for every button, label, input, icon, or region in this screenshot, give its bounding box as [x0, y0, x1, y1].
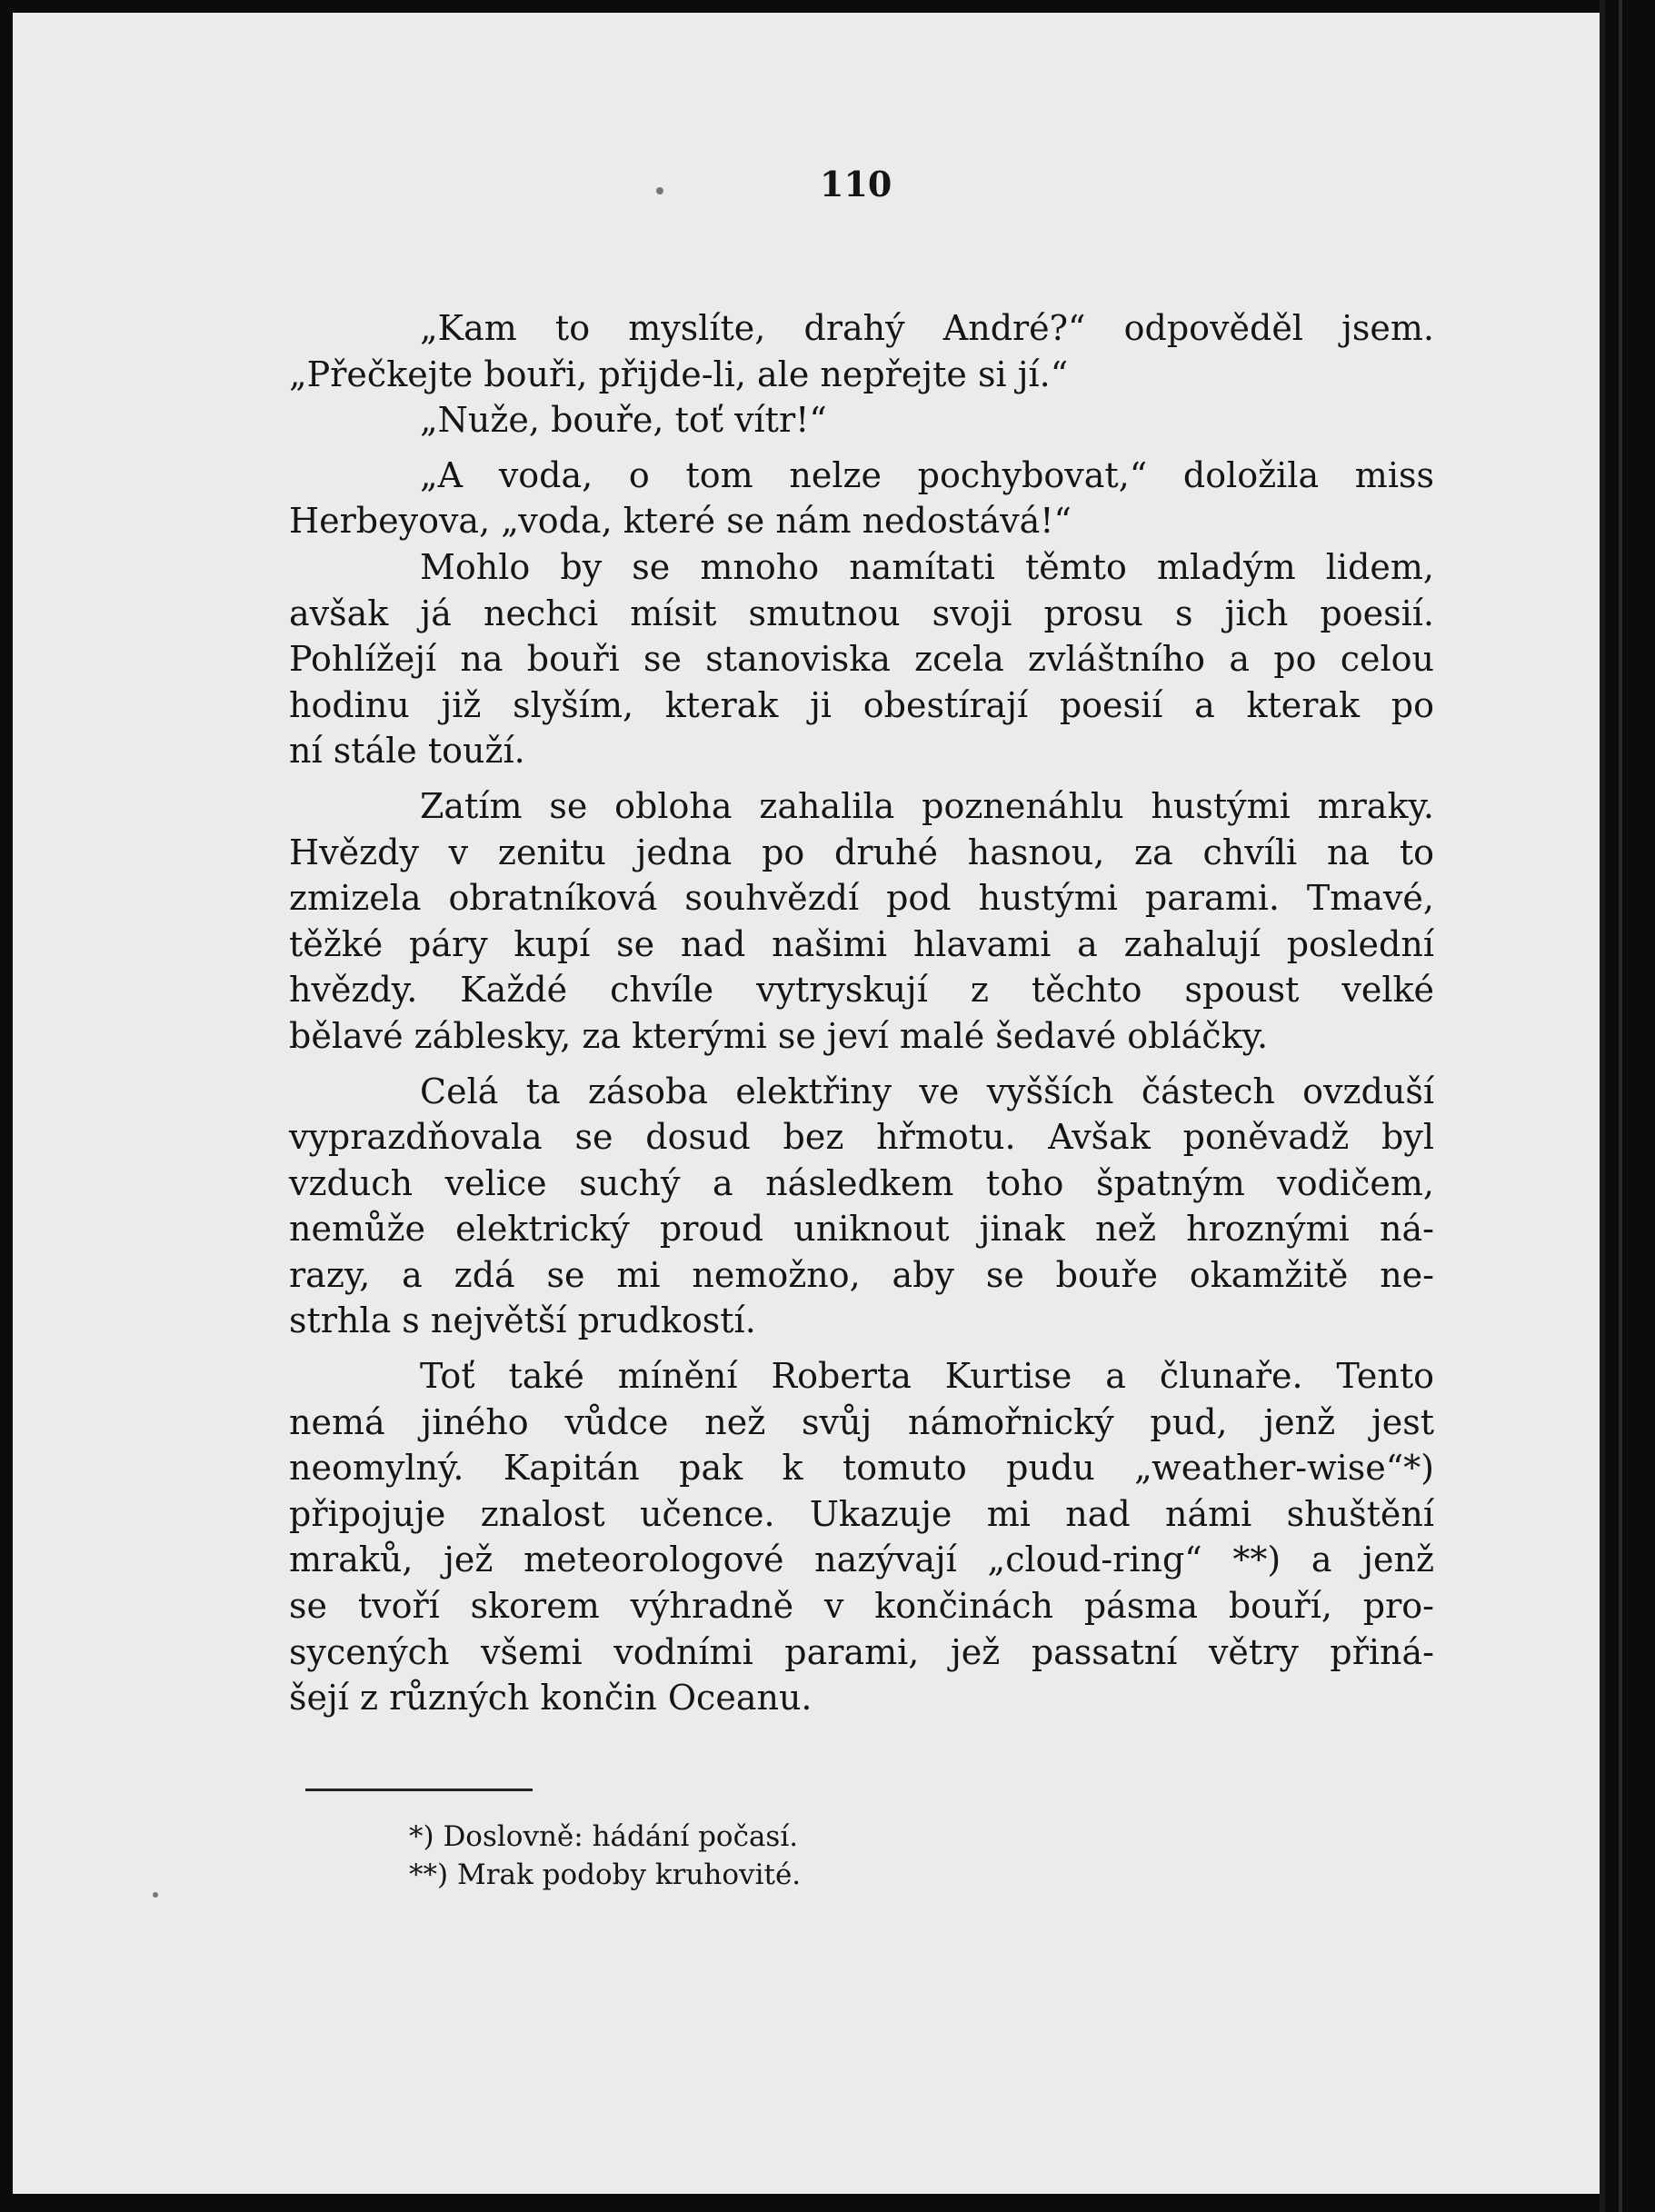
text-line: Mohlo by se mnoho namítati těmto mladým lidem,: [420, 546, 1434, 587]
page-edge-shadow-outer: [1619, 0, 1622, 2212]
text-line: se tvoří skorem výhradně v končinách pásma bouří, pro-: [289, 1586, 1434, 1627]
text-line: bělavé záblesky, za kterými se jeví malé šedavé obláčky.: [289, 1015, 1269, 1056]
body-text: [289, 305, 1434, 1721]
paragraph: [289, 783, 1434, 1060]
text-line: sycených všemi vodními parami, jež passatní větry přiná-: [289, 1631, 1434, 1672]
text-line: hvězdy. Každé chvíle vytryskují z těchto spoust velké: [289, 970, 1434, 1011]
text-line: Celá ta zásoba elektřiny ve vyšších částech ovzduší: [420, 1071, 1434, 1111]
paragraph: [289, 453, 1434, 544]
text-line: „A voda, o tom nelze pochybovat,“ doložila miss: [420, 454, 1434, 495]
paper-speck: [656, 187, 663, 194]
text-line: Herbeyova, „voda, které se nám nedostává!“: [289, 501, 1072, 542]
text-line: avšak já nechci mísit smutnou svoji prosu s jich poesií.: [289, 593, 1434, 633]
text-line: Zatím se obloha zahalila poznenáhlu hustými mraky.: [420, 785, 1434, 826]
footnote: *) Doslovně: hádání počasí.: [409, 1820, 799, 1853]
text-line: razy, a zdá se mi nemožno, aby se bouře okamžitě ne-: [289, 1254, 1434, 1295]
text-line: vyprazdňovala se dosud bez hřmotu. Avšak poněvadž byl: [289, 1117, 1434, 1158]
paper-speck: [153, 1892, 158, 1898]
text-line: zmizela obratníková souhvězdí pod hustými parami. Tmavé,: [289, 878, 1434, 919]
text-line: Pohlížejí na bouři se stanoviska zcela zvláštního a po celou: [289, 639, 1434, 680]
text-line: nemá jiného vůdce než svůj námořnický pud, jenž jest: [289, 1401, 1434, 1442]
text-line: „Kam to myslíte, drahý André?“ odpověděl jsem.: [420, 308, 1434, 348]
text-line: Hvězdy v zenitu jedna po druhé hasnou, za chvíli na to: [289, 832, 1434, 872]
text-line: připojuje znalost učence. Ukazuje mi nad námi shuštění: [289, 1493, 1434, 1534]
text-line: hodinu již slyším, kterak ji obestírají poesií a kterak po: [289, 684, 1434, 725]
text-line: těžké páry kupí se nad našimi hlavami a zahalují poslední: [289, 923, 1434, 964]
text-line: strhla s největší prudkostí.: [289, 1300, 756, 1341]
text-line: „Přečkejte bouři, přijde-li, ale nepřejte si jí.“: [289, 354, 1069, 394]
text-line: šejí z různých končin Oceanu.: [289, 1678, 813, 1719]
text-line: Toť také mínění Roberta Kurtise a člunaře. Tento: [420, 1356, 1434, 1397]
text-line: mraků, jež meteorologové nazývají „cloud-ring“ **) a jenž: [289, 1539, 1434, 1580]
footnote: **) Mrak podoby kruhovité.: [409, 1858, 802, 1891]
paragraph: [289, 305, 1434, 397]
paragraph: [289, 1069, 1434, 1345]
footnote-rule: [305, 1789, 533, 1791]
paragraph: [289, 1353, 1434, 1721]
text-line: ní stále touží.: [289, 731, 525, 772]
footnotes: [409, 1818, 801, 1894]
text-line: vzduch velice suchý a následkem toho špatným vodičem,: [289, 1162, 1434, 1203]
text-line: nemůže elektrický proud uniknout jinak než hroznými ná-: [289, 1209, 1434, 1250]
paragraph: [289, 397, 1434, 443]
text-line: „Nuže, bouře, toť vítr!“: [420, 400, 827, 441]
paragraph: [289, 544, 1434, 774]
page-number: 110: [820, 164, 892, 204]
page-edge-shadow: [1600, 0, 1605, 2212]
text-line: neomylný. Kapitán pak k tomuto pudu „weather-wise“*): [289, 1448, 1434, 1489]
